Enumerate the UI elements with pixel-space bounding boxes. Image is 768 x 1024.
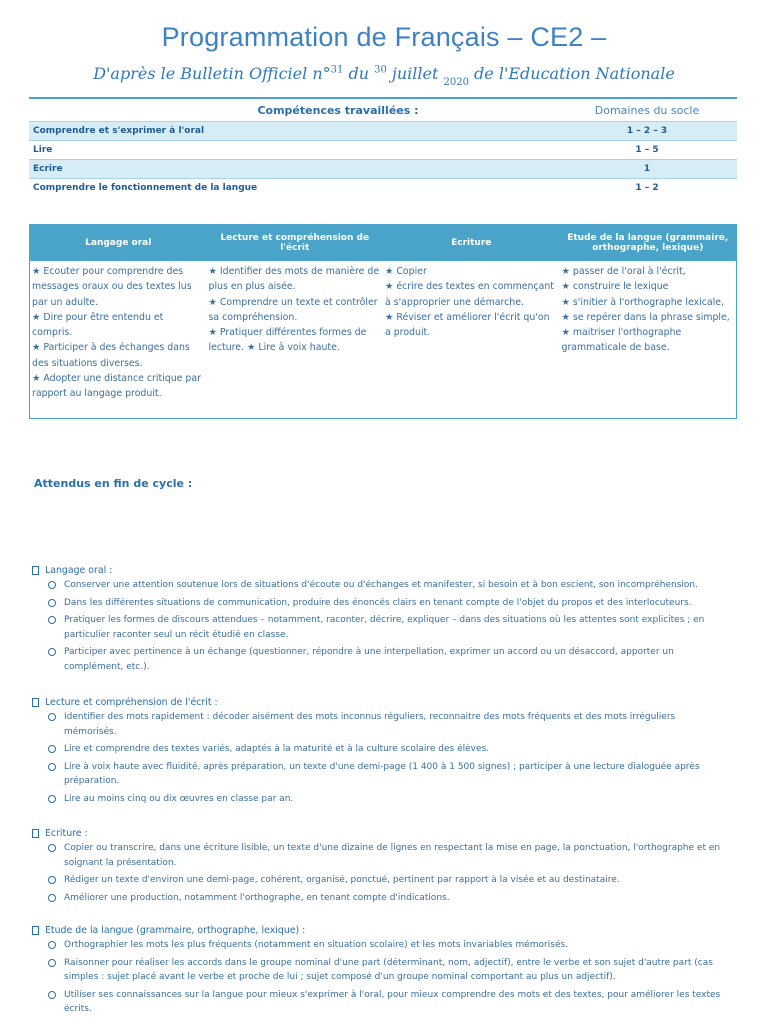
list-item: Améliorer une production, notamment l'orthographe, en tenant compte d'indications. (48, 891, 728, 906)
column-langage-oral (30, 261, 207, 405)
list-item: Raisonner pour réaliser les accords dans le groupe nominal d'une part (déterminant, nom, adjectif), entre le verbe et son sujet d'autre part (cas simples : sujet placé avant le verbe et proche de lui ; sujet composé d'un groupe nominal comportant au plus un adjectif). (48, 956, 728, 985)
column-item: ★ passer de l'oral à l'écrit, (561, 266, 686, 277)
column-item: ★ maitriser l'orthographe grammaticale de base. (561, 327, 682, 354)
competence-row (29, 178, 737, 197)
competences-header-label: Compétences travaillées : (257, 103, 419, 117)
header-lecture: Lecture et compréhension de l'écrit (220, 233, 370, 253)
list-item: Lire au moins cinq ou dix œuvres en classe par an. (48, 792, 728, 807)
list-item: Lire à voix haute avec fluidité, après préparation, un texte d'une demi-page (1 400 à 1 500 signes) ; participer à une lecture dialoguée après préparation. (48, 760, 728, 789)
list-item: Rédiger un texte d'environ une demi-page, cohérent, organisé, ponctué, pertinent par rapport à la visée et au destinataire. (48, 873, 728, 888)
domains-table-body (30, 261, 736, 405)
list-item: Copier ou transcrire, dans une écriture lisible, un texte d'une dizaine de lignes en respectant la mise en page, la ponctuation, l'orthographe et en soignant la présentation. (48, 841, 728, 870)
column-item: ★ Dire pour être entendu et compris. (32, 311, 164, 339)
subtitle-part-b: du (343, 64, 375, 83)
column-lecture (207, 261, 384, 405)
column-item: ★ Identifier des mots de manière de plus en plus aisée. (208, 266, 380, 293)
column-ecriture (383, 261, 560, 405)
list-item: Utiliser ses connaissances sur la langue pour mieux s'exprimer à l'oral, pour mieux comprendre des mots et des textes, pour améliorer les textes écrits. (48, 988, 728, 1017)
list-item: Participer avec pertinence à un échange (questionner, répondre à une interpellation, exprimer un accord ou un désaccord, apporter un complément, etc.). (48, 645, 728, 674)
list-item: Lire et comprendre des textes variés, adaptés à la maturité et à la culture scolaire des élèves. (48, 742, 728, 757)
column-item: ★ construire le lexique (561, 281, 669, 293)
list-item: Conserver une attention soutenue lors de situations d'écoute ou d'échanges et manifester, si besoin et à bon escient, son incompréhension. (48, 578, 728, 593)
column-item: ★ écrire des textes en commençant à s'approprier une démarche. (385, 281, 554, 308)
column-item: ★ Participer à des échanges dans des situations diverses. (32, 342, 190, 369)
subtitle-bo-number: 31 (330, 64, 344, 76)
competence-domains: 1 – 5 (635, 145, 659, 155)
competence-label: Comprendre et s'exprimer à l'oral (33, 126, 205, 136)
competence-row (29, 121, 737, 140)
domains-header-label: Domaines du socle (594, 103, 700, 117)
section-title (32, 825, 728, 841)
column-item: ★ Adopter une distance critique par rapport au langage produit. (32, 373, 201, 400)
subtitle-part-c: juillet (386, 64, 444, 83)
section-title-text: Lecture et compréhension de l'écrit : (45, 696, 218, 708)
list-item: Identifier des mots rapidement : décoder aisément des mots inconnus réguliers, reconnaitre des mots fréquents et des mots irréguliers mémorisés. (48, 710, 728, 739)
checkbox-square-icon (32, 566, 39, 575)
section-lecture (32, 694, 728, 809)
section-langage-oral (32, 562, 728, 677)
section-etude-langue (32, 922, 728, 1020)
page-title: Programmation de Français – CE2 – (161, 22, 607, 52)
competences-table (29, 97, 737, 197)
subtitle-part-d: de l'Education Nationale (468, 64, 675, 83)
competence-domains: 1 – 2 (635, 183, 659, 193)
competence-domains: 1 – 2 – 3 (626, 126, 668, 136)
section-title (32, 922, 728, 938)
subtitle-year: 2020 (443, 77, 469, 88)
competence-domains: 1 (643, 164, 651, 174)
column-item: ★ Ecouter pour comprendre des messages oraux ou des textes lus par un adulte. (32, 266, 192, 308)
column-item: ★ Pratiquer différentes formes de lecture. ★ Lire à voix haute. (208, 327, 367, 354)
column-item: ★ s'initier à l'orthographe lexicale, (561, 296, 725, 308)
page-subtitle (0, 64, 768, 88)
subtitle-day: 30 (374, 64, 387, 76)
column-etude-langue (560, 261, 737, 405)
section-title (32, 562, 728, 578)
competence-label: Comprendre le fonctionnement de la langue (33, 183, 258, 193)
competence-row (29, 159, 737, 178)
competence-label: Ecrire (33, 164, 63, 174)
competence-label: Lire (33, 145, 53, 155)
list-item: Dans les différentes situations de communication, produire des énoncés clairs en tenant compte de l'objet du propos et des interlocuteurs. (48, 596, 728, 611)
checkbox-square-icon (32, 926, 39, 935)
column-item: ★ Copier (385, 266, 427, 277)
list-item: Pratiquer les formes de discours attendues – notamment, raconter, décrire, expliquer – dans des situations où les attentes sont explicites ; en particulier raconter seul un récit étudié en classe. (48, 613, 728, 642)
attendus-title: Attendus en fin de cycle : (34, 477, 193, 490)
list-item: Orthographier les mots les plus fréquents (notamment en situation scolaire) et les mots invariables mémorisés. (48, 938, 728, 953)
checkbox-square-icon (32, 698, 39, 707)
section-ecriture (32, 825, 728, 908)
competence-row (29, 140, 737, 159)
section-title-text: Etude de la langue (grammaire, orthographe, lexique) : (45, 924, 306, 936)
column-item: ★ Réviser et améliorer l'écrit qu'on a produit. (385, 311, 550, 339)
section-title (32, 694, 728, 710)
section-title-text: Ecriture : (45, 827, 88, 839)
competences-header (29, 99, 737, 121)
header-etude-langue: Etude de la langue (grammaire, orthographe, lexique) (567, 233, 729, 253)
header-ecriture: Ecriture (451, 238, 492, 248)
subtitle-part-a: D'après le Bulletin Officiel n° (93, 64, 331, 83)
column-item: ★ se repérer dans la phrase simple, (561, 311, 730, 323)
checkbox-square-icon (32, 829, 39, 838)
section-title-text: Langage oral : (45, 564, 113, 576)
header-langage-oral: Langage oral (85, 238, 152, 248)
domains-table-header (30, 225, 736, 261)
column-item: ★ Comprendre un texte et contrôler sa compréhension. (208, 296, 378, 323)
domains-table (29, 224, 737, 419)
